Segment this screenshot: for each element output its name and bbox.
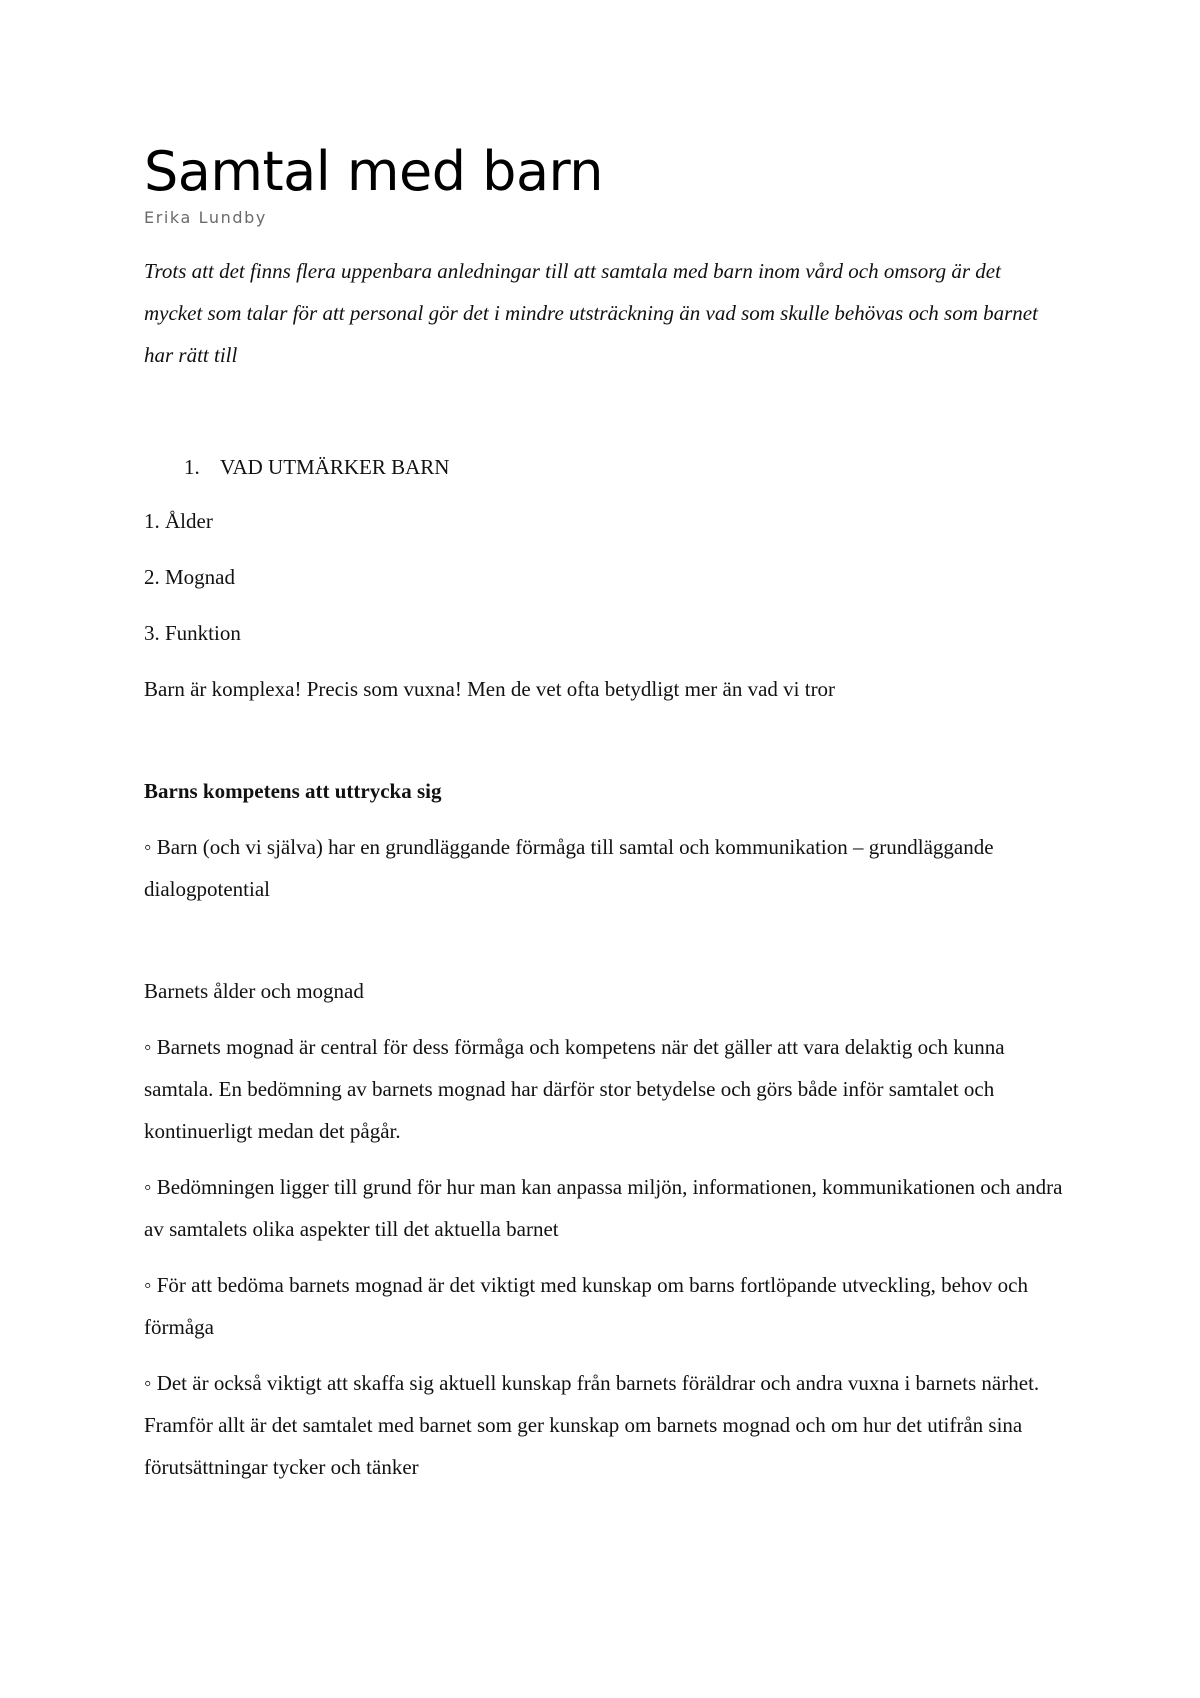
list-item: 1. Ålder [144, 509, 213, 533]
bullet-paragraph: ◦ Det är också viktigt att skaffa sig aktuell kunskap från barnets föräldrar och andra vuxna i barnets närhet. Framför allt är det samtalet med barnet som ger kunskap om barnets mognad och om hur det utifrån sina förutsättningar tycker och tänker [144, 1371, 1040, 1479]
list-item: 2. Mognad [144, 565, 235, 589]
bullet-paragraph: ◦ Barnets mognad är central för dess förmåga och kompetens när det gäller att vara delaktig och kunna samtala. En bedömning av barnets mognad har därför stor betydelse och görs både inför samtalet och kontinuerligt medan det pågår. [144, 1035, 1005, 1143]
bullet-paragraph: ◦ Barn (och vi själva) har en grundläggande förmåga till samtal och kommunikation – grundläggande dialogpotential [144, 835, 994, 901]
competence-heading: Barns kompetens att uttrycka sig [144, 779, 442, 803]
list-item: 3. Funktion [144, 621, 241, 645]
document-body [144, 140, 1064, 1488]
bullet-paragraph: ◦ Bedömningen ligger till grund för hur man kan anpassa miljön, informationen, kommunikationen och andra av samtalets olika aspekter till det aktuella barnet [144, 1175, 1063, 1241]
summary-paragraph: Barn är komplexa! Precis som vuxna! Men de vet ofta betydligt mer än vad vi tror [144, 677, 836, 701]
document-author: Erika Lundby [144, 208, 267, 227]
section-heading-text: VAD UTMÄRKER BARN [220, 455, 450, 479]
lead-paragraph: Trots att det finns flera uppenbara anledningar till att samtala med barn inom vård och omsorg är det mycket som talar för att personal gör det i mindre utsträckning än vad som skulle behövas och som barnet har rätt till [144, 259, 1038, 367]
section-number: 1. [184, 455, 200, 479]
document-title: Samtal med barn [144, 140, 604, 203]
bullet-paragraph: ◦ För att bedöma barnets mognad är det viktigt med kunskap om barns fortlöpande utveckling, behov och förmåga [144, 1273, 1028, 1339]
age-maturity-heading: Barnets ålder och mognad [144, 979, 364, 1003]
section-heading-numbered [184, 446, 1064, 488]
